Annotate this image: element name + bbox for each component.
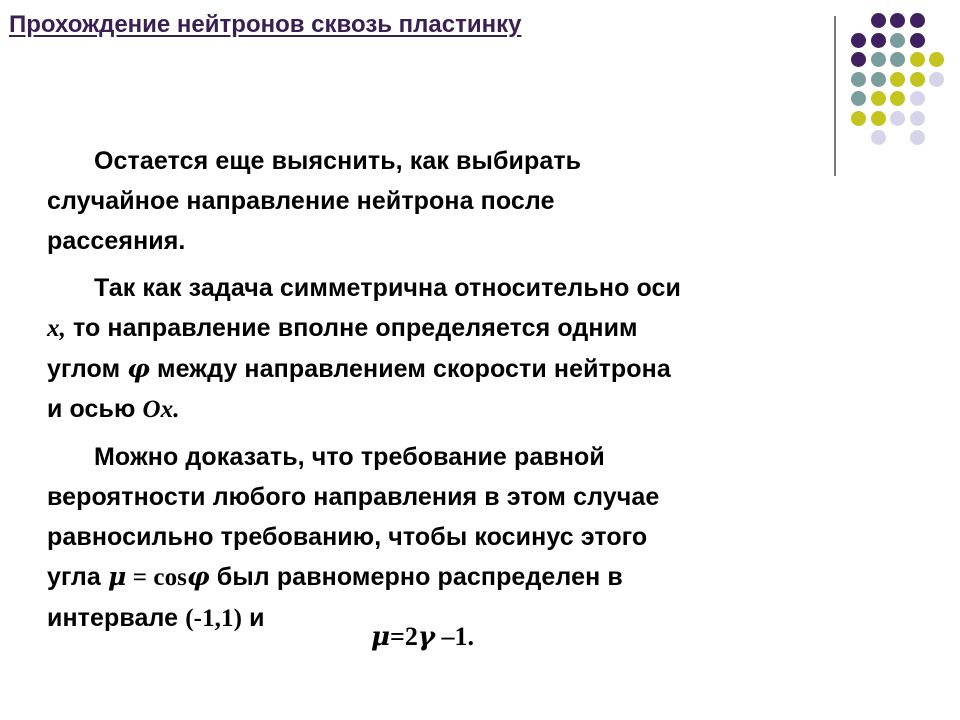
equation-cos: = cos (126, 564, 188, 591)
text-segment: угла (47, 563, 108, 591)
text-segment: и (242, 604, 265, 632)
formula-part: –1. (435, 622, 475, 651)
decorative-dot (910, 33, 925, 48)
text-line: равносильно требованию, чтобы косинус этого (47, 523, 648, 551)
decorative-dot (910, 130, 925, 145)
paragraph-2 (47, 268, 847, 430)
decorative-dot (929, 52, 944, 67)
text-line (47, 308, 847, 349)
formula-part: =2 (390, 622, 418, 651)
text-segment: и осью (47, 395, 143, 423)
text-line: Можно доказать, что требование равной (94, 443, 605, 471)
decorative-dot (910, 52, 925, 67)
symbol-mu: μ (371, 622, 391, 652)
paragraph-3 (47, 437, 847, 639)
text-line (47, 389, 847, 430)
decorative-dot (851, 91, 866, 106)
slide-title: Прохождение нейтронов сквозь пластинку (9, 11, 522, 38)
decorative-dot (871, 52, 886, 67)
decorative-dot (890, 52, 905, 67)
interval-value: (-1,1) (185, 605, 243, 632)
text-line: Так как задача симметрична относительно оси (94, 274, 682, 302)
decorative-dot (851, 52, 866, 67)
decorative-dot (890, 33, 905, 48)
decorative-dot (890, 72, 905, 87)
decorative-dot (871, 111, 886, 126)
text-segment: то направление вполне определяется одним (65, 314, 638, 342)
decorative-dot (871, 91, 886, 106)
decorative-dot (871, 33, 886, 48)
decorative-dot (871, 130, 886, 145)
decorative-dot (890, 13, 905, 28)
text-line: вероятности любого направления в этом случае (47, 483, 660, 511)
paragraph-1 (47, 141, 847, 261)
decorative-dot (851, 72, 866, 87)
text-segment: углом (47, 355, 128, 383)
decorative-dot (890, 111, 905, 126)
symbol-mu: μ (107, 562, 127, 591)
symbol-gamma: γ (417, 622, 436, 652)
decorative-dot (910, 111, 925, 126)
text-line: рассеяния. (47, 227, 186, 255)
text-segment: интервале (47, 604, 186, 632)
text-line (47, 349, 847, 389)
variable-ox: Ox. (142, 396, 180, 423)
symbol-phi: φ (127, 354, 150, 383)
decorative-dot (910, 91, 925, 106)
formula-mu-gamma (371, 622, 474, 652)
decorative-dot-grid (845, 13, 955, 163)
decorative-dot (851, 111, 866, 126)
text-segment: был равномерно распределен в (209, 563, 623, 591)
decorative-dot (851, 33, 866, 48)
text-line (47, 557, 847, 598)
slide-body (47, 141, 847, 639)
text-line: случайное направление нейтрона после (47, 187, 555, 215)
decorative-dot (910, 13, 925, 28)
decorative-dot (929, 72, 944, 87)
variable-x: x, (47, 315, 66, 342)
decorative-dot (890, 91, 905, 106)
symbol-phi: φ (187, 562, 210, 591)
text-segment: между направлением скорости нейтрона (149, 355, 671, 383)
decorative-dot (871, 13, 886, 28)
decorative-dot (910, 72, 925, 87)
decorative-dot (871, 72, 886, 87)
text-line: Остается еще выяснить, как выбирать (94, 147, 582, 175)
